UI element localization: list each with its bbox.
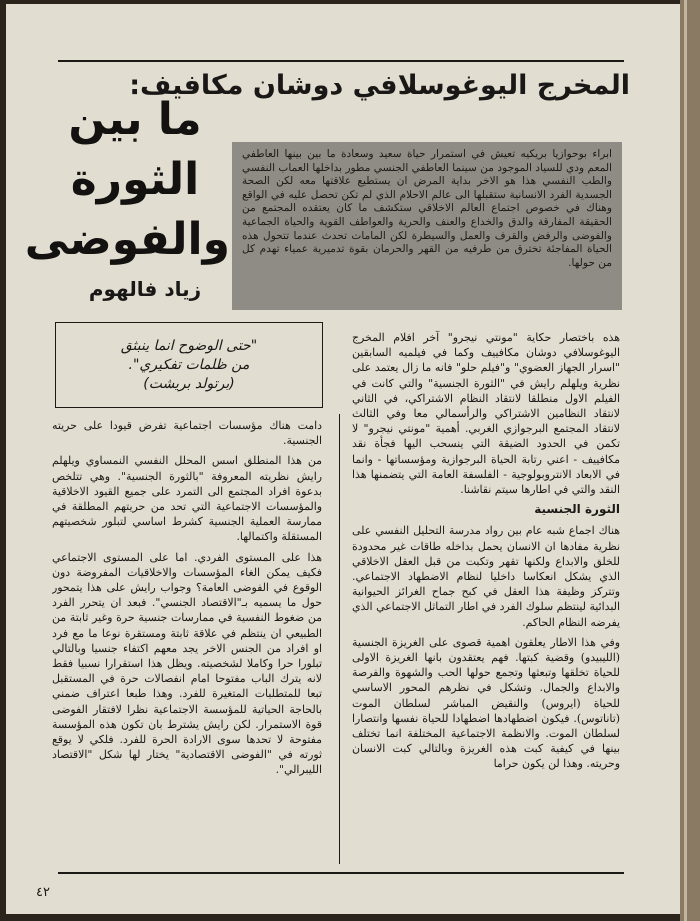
feature-title [24, 90, 230, 270]
intro-box [232, 142, 622, 310]
quote-box [55, 322, 323, 408]
quote-line-2: من ظلمات تفكيري". [128, 357, 250, 373]
headline: المخرج اليوغوسلافي دوشان مكافيف: [129, 70, 630, 101]
right-paragraph-2: هناك اجماع شبه عام بين رواد مدرسة التحليل النفسي على نظرية مفادها ان الانسان يحمل بداخله طاقات غير محدودة للخلق والابداع ولكنها تقهر وتكبت من قبل العقل الاخلاقي الذي يشكل انعكاسا داخليا لنظام الاضطهاد الاجتماعي. وتتركز وظيفة هذا العقل في كبح جماح الغرائز الحيوانية البدائية لينتظم سلوك الفرد في اطار التماثل الاجتماعي الذي يفرضه النظام الحاكم. [352, 524, 620, 629]
page-edge [680, 0, 700, 921]
title-line-1: ما بين [68, 94, 202, 145]
left-paragraph-3: هذا على المستوى الفردي. اما على المستوى الاجتماعي فكيف يمكن الغاء المؤسسات والاخلاقيات المفروضة دون الوقوع في الفوضى العامة؟ وجواب رايش على هذا يتمحور حول ما يسميه بـ"الاقتصاد الجنسي". فبعد ان يتحرر الفرد من ضغوط النفسية في ممارسات جنسية حرة وغير ثابتة من الطبيعي ان ينتظم في علاقة ثابتة ومستقرة نوعا ما مع فرد او افراد من الجنس الاخر يجد معهم اكتفاء جنسيا وبالتالي تبلورا حرا وكاملا لشخصيته. ويظل هذا استقرارا نسبيا فقط لانه يترك الباب مفتوحا امام انفصالات حرة في المستقبل تبعا للمتطلبات المتغيرة للفرد. وهذا طبعا اعتراف ضمني بالحاجة الحياتية للمؤسسة الاجتماعية نظرا لافتقار الفوضى قوة الاستمرار. لكن رايش يشترط بان تكون هذه المؤسسة مفتوحة لا تحدها سوى الارادة الحرة للفرد. فلكي لا يوقع ثورته في "الفوضى الاقتصادية" يختار لها شكل "الاقتصاد الليبرالي". [52, 550, 322, 777]
quote-attribution: (برتولد بريشت) [143, 376, 235, 392]
quote-text [66, 337, 312, 394]
column-divider [339, 414, 340, 864]
right-column [352, 330, 620, 860]
author-byline: زياد فالهوم [88, 277, 202, 301]
bottom-rule [58, 872, 624, 874]
right-paragraph-3: وفي هذا الاطار يعلقون اهمية قصوى على الغريزة الجنسية (الليبيدو) وقضية كبتها. فهم يعتقدون بانها الغريزة الاولى للحياة تخلقها وتبعثها وتجمع حولها الحب والشهوة والفرصة والابداع والجمال. وتشكل في نظرهم المحور الاساسي للحياة (ايروس) والنقيض المباشر لسلطان الموت (تاناتوس). فيكون اضطهادها اضطهادا للحياة نفسها وانتصارا لسلطان الموت. والانظمة الاجتماعية المختلفة انما تختلف بينها في كيفية كبت هذه الغريزة وبالتالي كبت الانسان وحريته. وهذا لن يكون حراما [352, 635, 620, 771]
left-paragraph-1: دامت هناك مؤسسات اجتماعية تفرض قيودا على حريته الجنسية. [52, 419, 322, 448]
left-column [52, 418, 322, 863]
left-paragraph-2: من هذا المنطلق اسس المحلل النفسي النمساوي ويلهلم رايش نظريته المعروفة "بالثورة الجنسية". وهي تتلخص بدعوة افراد المجتمع الى التمرد على جميع القيود الاخلاقية والمؤسسات الاجتماعية التي تحد من حريتهم المطلقة في ممارسة العملية الجنسية كشرط اساسي لتبلور شخصيتهم المستقلة واكتمالها. [52, 454, 322, 544]
quote-line-1: "حتى الوضوح انما ينبثق [120, 338, 258, 354]
title-line-3: والفوضى [24, 214, 230, 265]
right-paragraph-1: هذه باختصار حكاية "مونتي نيجرو" آخر افلام المخرج اليوغوسلافي دوشان مكافييف وكما في فيلميه السابقين "اسرار الجهاز العضوي" و"فيلم حلو" فانه ما زال يعتمد على نظرية ويلهلم رايش في "الثورة الجنسية" والتي كانت في الفيلم الاول منطلقا لانتقاد النظام الاشتراكي، في الثاني لانتقاد النظامين الاشتراكي والرأسمالي معا وفي الثالث لانتقاد المجتمع البرجوازي الغربي. أهمية "مونتي نيجرو" لا تكمن في الحدود الضيقة التي ينسحب اليها فجأة نقد مكافييف - اعني رتابة الحياة البرجوازية ومؤسساتها - وانما في الابعاد الانتروبولوجية - الفلسفة العامة التي يتضمنها هذا النقد والتي في اطارها سيتم نقاشنا. [352, 331, 620, 497]
intro-text: ابراء بوحوازيا بريكيه تعيش في استمرار حياة سعيد وسعادة ما بين بينها العاطفي المعم ودي للسياد الموجود من سينما العاطفي الجنسي مطور بداخلها العماب النفسي والطب النفسي هذا هو الاخر بداية المرض ان يستطيع علاقتها معه لكن الصحة الجسدية الفرد الانسانية ستقبلها الى عالم الاحلام الذي لم تكن تحصل عليه في الواقع وهناك في خصوص اجتماع العالم الاخلاقي ستكشف ما كان يعتقده المجتمع من الحقيقة المفارقة والدق والخداع والعنف والحرية والعواطف القوية والحياة الجماعية والفوضى والرفض والقرف والعمل والسيطرة لكن المامات تحدث عندما تتحول هذه الحياة المفاجئة تخترق من طرفيه من القهر والحرمان بقوة تدميرية عمياء تهدم كل من حولها. [242, 148, 612, 269]
title-line-2: الثورة [70, 154, 200, 205]
section-heading: الثورة الجنسية [534, 502, 620, 517]
top-rule [58, 60, 624, 62]
page-number: ٤٢ [36, 885, 50, 900]
